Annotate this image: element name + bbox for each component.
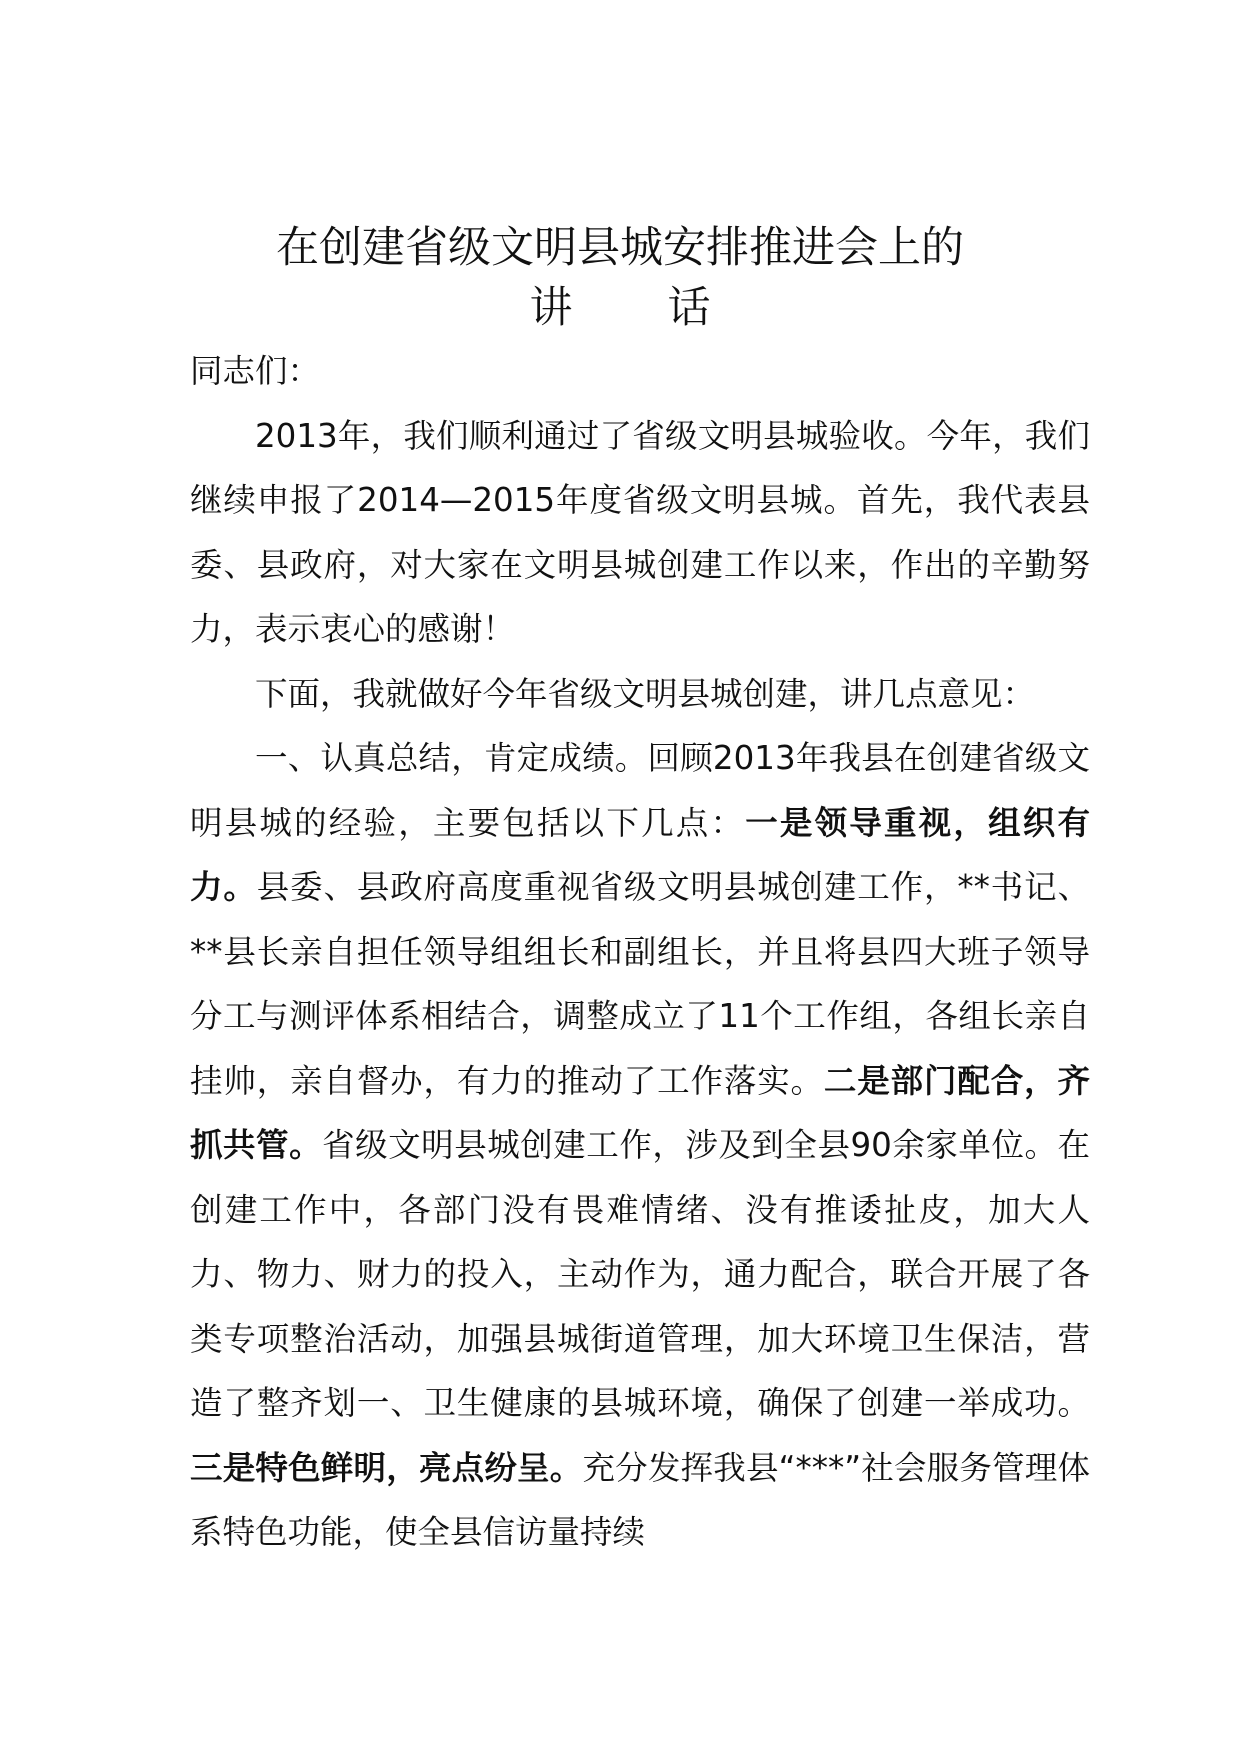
paragraph-3	[190, 726, 1090, 1565]
document-title-line2	[0, 280, 1240, 336]
point-3-text: 充分发挥我县“***”社会服务管理体系特色功能，使全县信访量持续	[190, 1448, 1090, 1551]
document-body	[190, 339, 1090, 1565]
paragraph-3-intro: 一、认真总结，肯定成绩。回顾2013年我县在创建省级文明县城的经验，主要包括以下几点：	[190, 739, 1090, 842]
point-2-text: 省级文明县城创建工作，涉及到全县90余家单位。在创建工作中，各部门没有畏难情绪、没有推诿扯皮，加大人力、物力、财力的投入，主动作为，通力配合，联合开展了各类专项整治活动，加强县城街道管理，加大环境卫生保洁，营造了整齐划一、卫生健康的县城环境，确保了创建一举成功。	[190, 1126, 1090, 1422]
title-char-jiang: 讲	[529, 283, 573, 333]
point-1-text: 县委、县政府高度重视省级文明县城创建工作，**书记、**县长亲自担任领导组组长和副组长，并且将县四大班子领导分工与测评体系相结合，调整成立了11个工作组，各组长亲自挂帅，亲自督办，有力的推动了工作落实。	[190, 868, 1090, 1100]
point-1-heading: 一是领导重视，组织有力。	[190, 803, 1090, 906]
point-3-heading: 三是特色鲜明，亮点纷呈。	[190, 1448, 583, 1487]
salutation: 同志们：	[190, 352, 321, 390]
paragraph-2: 下面，我就做好今年省级文明县城创建，讲几点意见：	[255, 674, 1036, 713]
document-title-line1: 在创建省级文明县城安排推进会上的	[276, 223, 964, 273]
paragraph-1: 2013年，我们顺利通过了省级文明县城验收。今年，我们继续申报了2014—2015年度省级文明县城。首先，我代表县委、县政府，对大家在文明县城创建工作以来，作出的辛勤努力，表示衷心的感谢！	[190, 416, 1090, 648]
title-char-hua: 话	[667, 283, 711, 333]
point-2-heading: 二是部门配合，齐抓共管。	[190, 1061, 1090, 1164]
